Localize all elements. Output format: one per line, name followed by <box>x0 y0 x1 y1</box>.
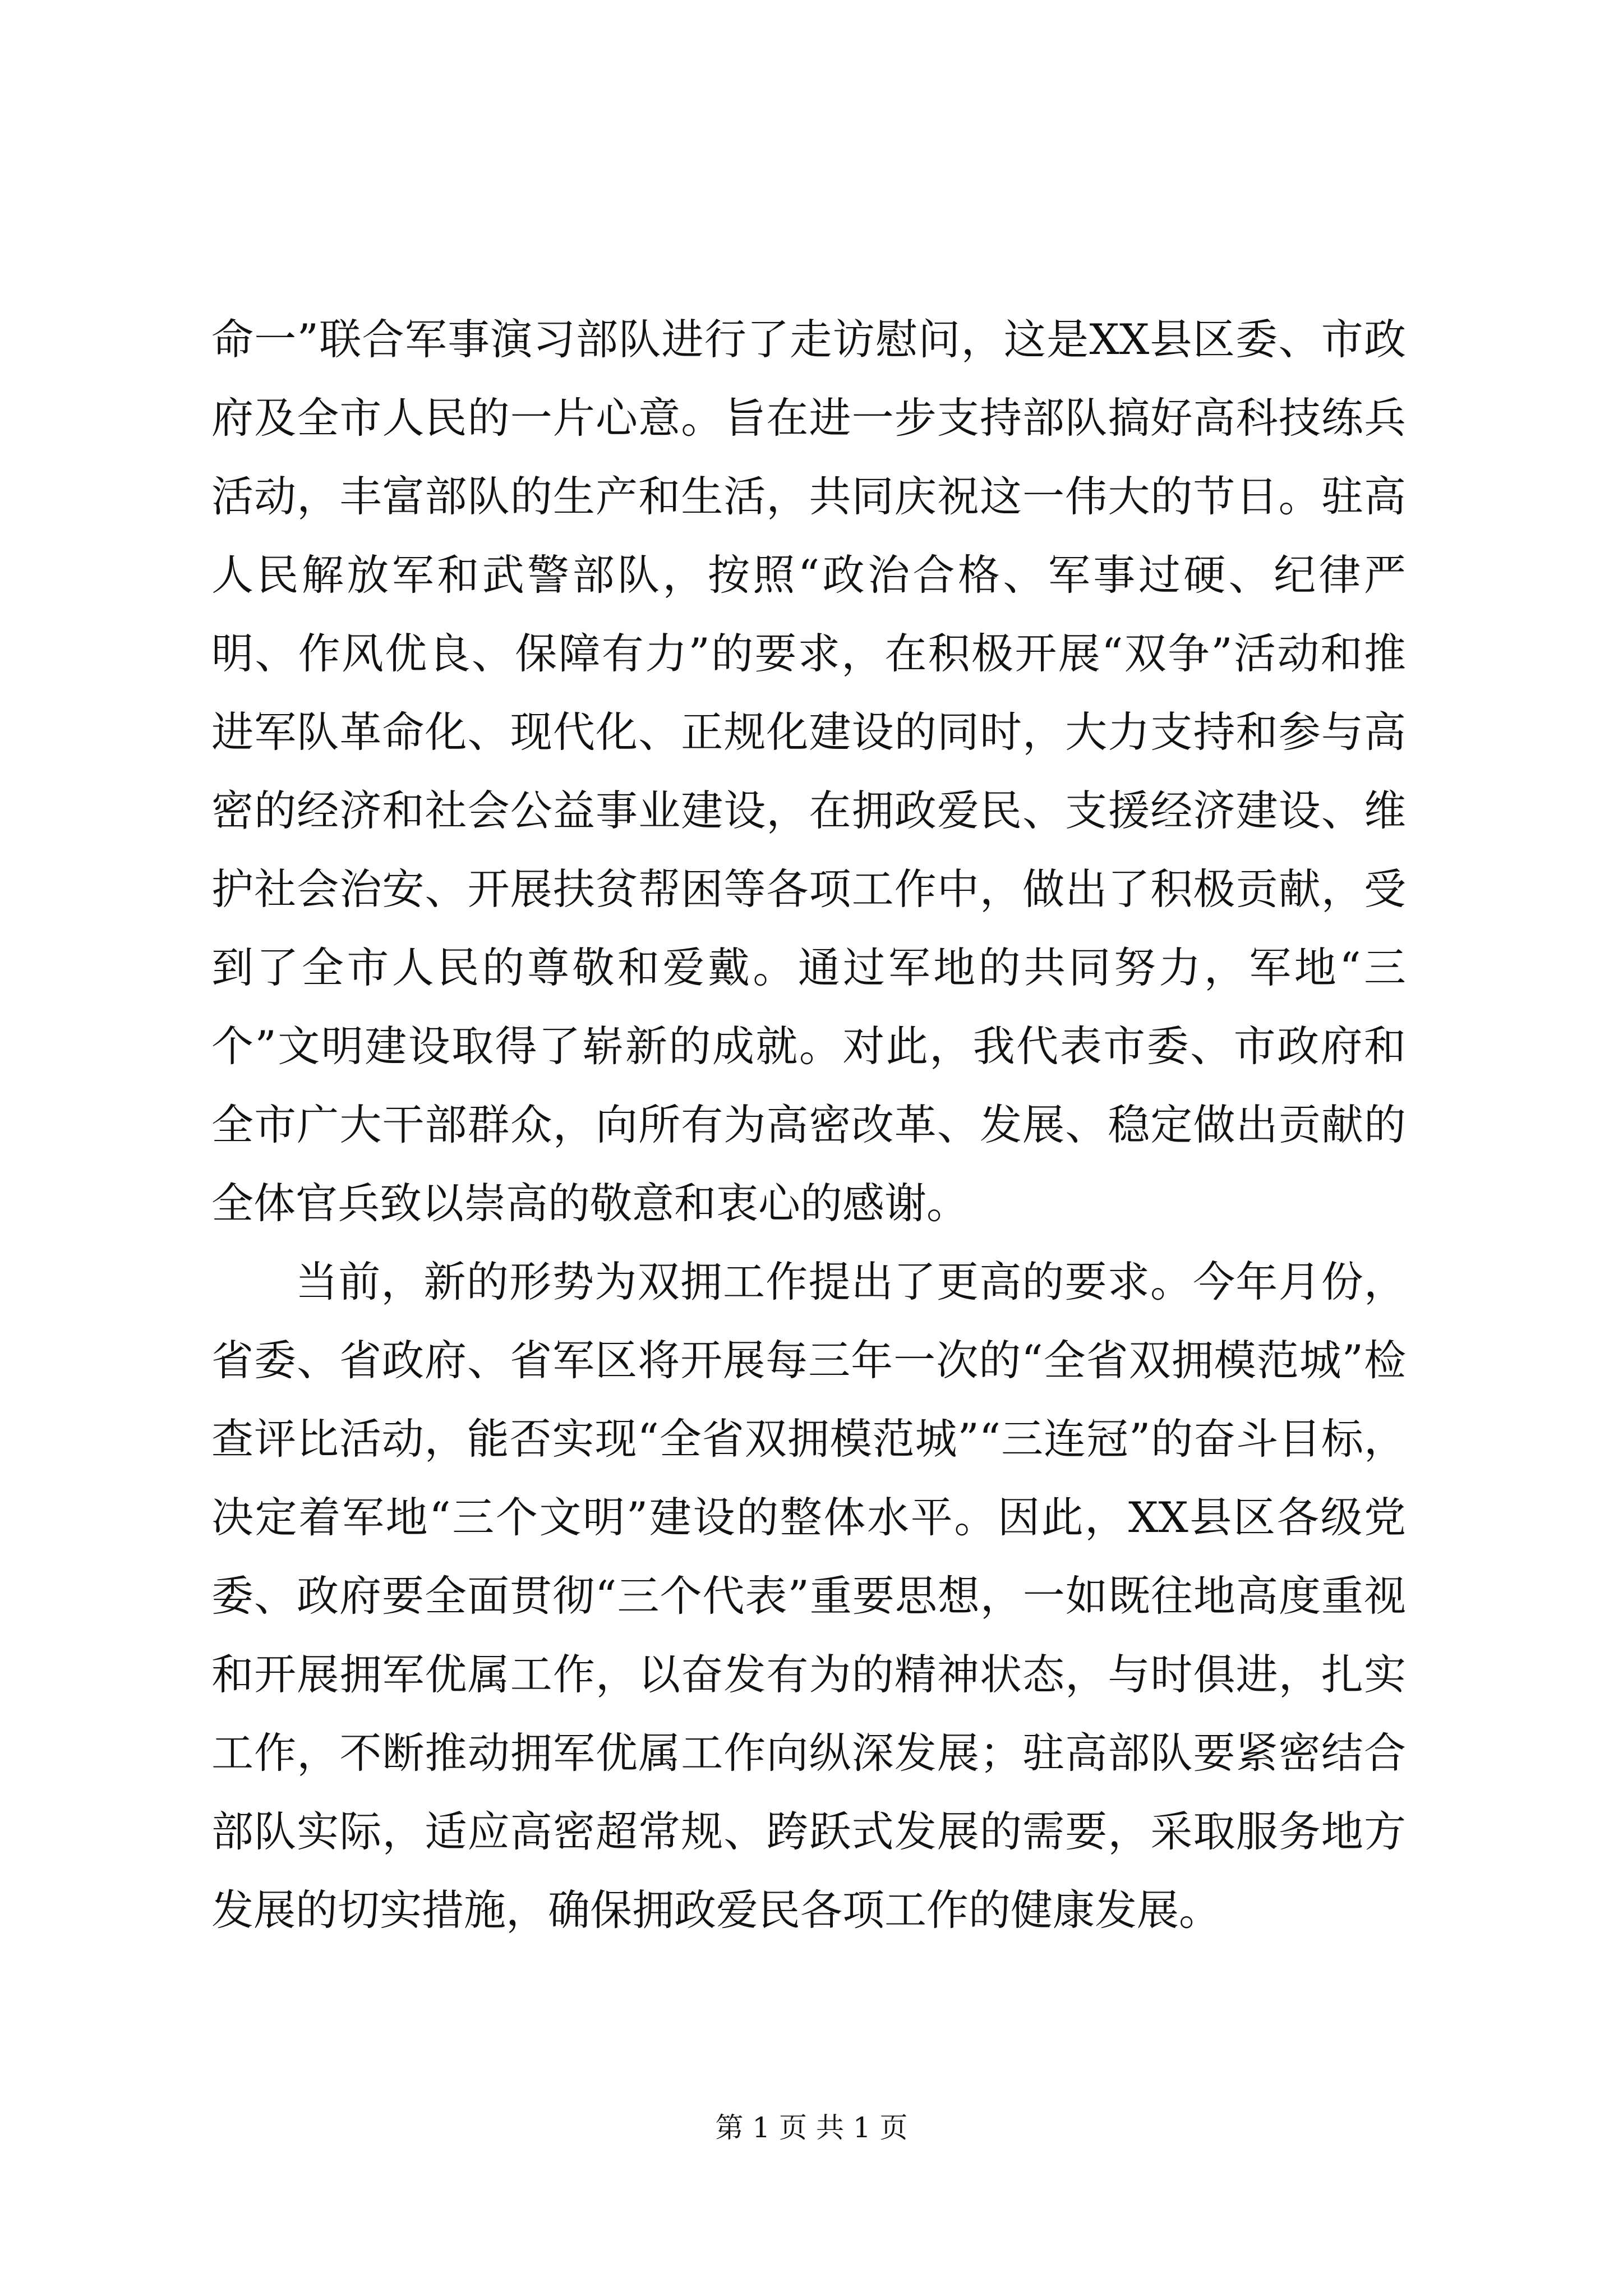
paragraph: 当前，新的形势为双拥工作提出了更高的要求。今年月份，省委、省政府、省军区将开展每三年一次的“全省双拥模范城”检查评比活动，能否实现“全省双拥模范城”“三连冠”的奋斗目标，决定着军地“三个文明”建设的整体水平。因此，XX县区各级党委、政府要全面贯彻“三个代表”重要思想，一如既往地高度重视和开展拥军优属工作，以奋发有为的精神状态，与时俱进，扎实工作，不断推动拥军优属工作向纵深发展；驻高部队要紧密结合部队实际，适应高密超常规、跨跃式发展的需要，采取服务地方发展的切实措施，确保拥政爱民各项工作的健康发展。 <box>211 1257 1406 1935</box>
document-body <box>211 300 1406 1949</box>
page-footer: 第 1 页 共 1 页 <box>715 2111 908 2144</box>
paragraph-continuation: 命一”联合军事演习部队进行了走访慰问，这是XX县区委、市政府及全市人民的一片心意。旨在进一步支持部队搞好高科技练兵活动，丰富部队的生产和生活，共同庆祝这一伟大的节日。驻高人民解放军和武警部队，按照“政治合格、军事过硬、纪律严明、作风优良、保障有力”的要求，在积极开展“双争”活动和推进军队革命化、现代化、正规化建设的同时，大力支持和参与高密的经济和社会公益事业建设，在拥政爱民、支援经济建设、维护社会治安、开展扶贫帮困等各项工作中，做出了积极贡献，受到了全市人民的尊敬和爱戴。通过军地的共同努力，军地“三个”文明建设取得了崭新的成就。对此，我代表市委、市政府和全市广大干部群众，向所有为高密改革、发展、稳定做出贡献的全体官兵致以崇高的敬意和衷心的感谢。 <box>211 315 1406 1228</box>
